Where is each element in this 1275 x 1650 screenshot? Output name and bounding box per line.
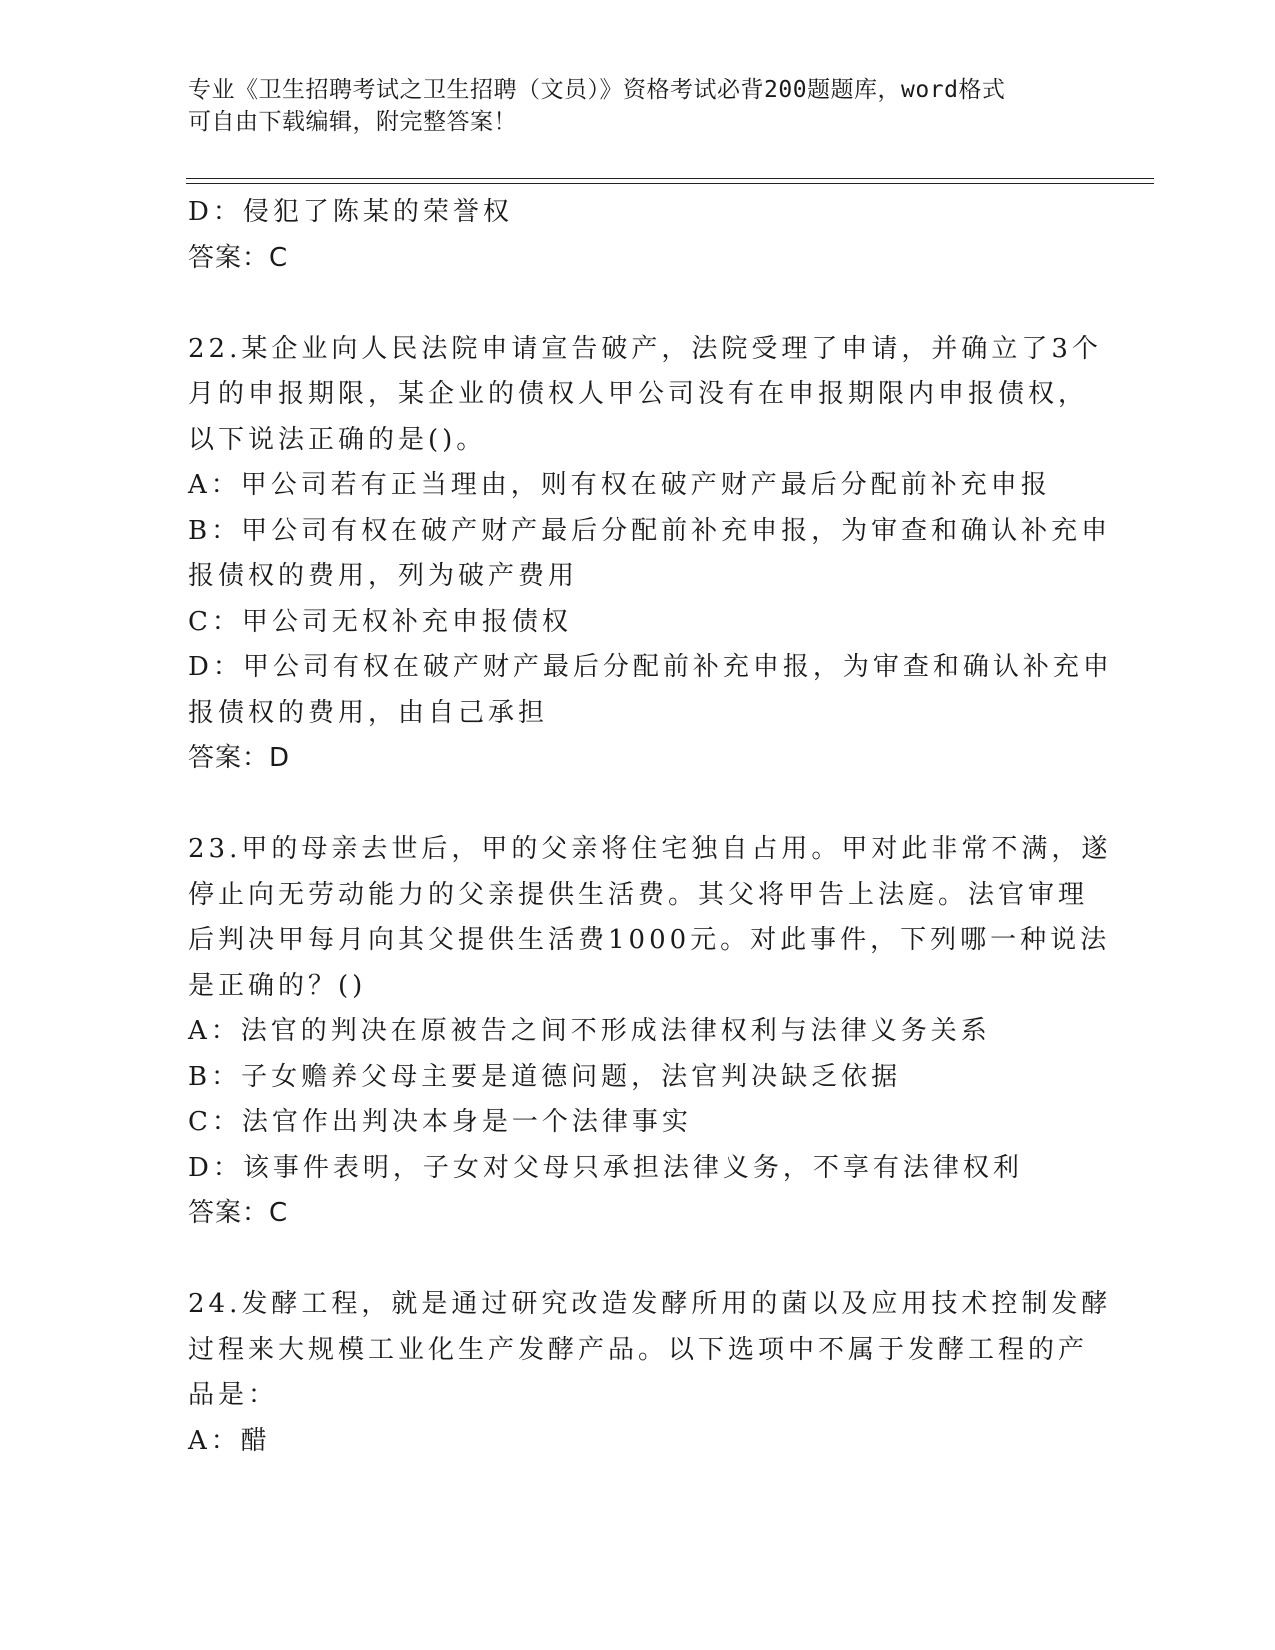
option-c: C：甲公司无权补充申报债权 — [188, 606, 572, 637]
question-stem-line: 24.发酵工程，就是通过研究改造发酵所用的菌以及应用技术控制发酵 — [188, 1289, 1112, 1319]
question-stem-line: 以下说法正确的是()。 — [188, 424, 487, 455]
option-d: D：侵犯了陈某的荣誉权 — [188, 197, 513, 227]
question-stem-line: 23.甲的母亲去世后，甲的父亲将住宅独自占用。甲对此非常不满，遂 — [188, 834, 1112, 864]
question-24 — [188, 1282, 1112, 1464]
question-stem-line: 22.某企业向人民法院申请宣告破产，法院受理了申请，并确立了3个 — [188, 333, 1102, 364]
header-title-line-1: 专业《卫生招聘考试之卫生招聘（文员）》资格考试必背200题题库，word格式 — [188, 77, 1006, 103]
question-stem-line: 过程来大规模工业化生产发酵产品。以下选项中不属于发酵工程的产 — [188, 1334, 1089, 1365]
header-title-line-2: 可自由下载编辑，附完整答案！ — [188, 109, 517, 135]
question-stem-line: 停止向无劳动能力的父亲提供生活费。其父将甲告上法庭。法官审理 — [188, 879, 1089, 910]
question-23 — [188, 827, 1112, 1237]
question-list — [188, 190, 1113, 1464]
question-22 — [188, 327, 1113, 782]
question-stem-line: 月的申报期限，某企业的债权人甲公司没有在申报期限内申报债权， — [188, 379, 1089, 409]
question-stem-line: 后判决甲每月向其父提供生活费1000元。对此事件，下列哪一种说法 — [188, 925, 1111, 955]
option-c: C：法官作出判决本身是一个法律事实 — [188, 1107, 692, 1137]
option-d-line: D：甲公司有权在破产财产最后分配前补充申报，为审查和确认补充申 — [188, 652, 1113, 682]
option-a: A：醋 — [188, 1425, 271, 1456]
header-divider-bottom — [186, 183, 1154, 184]
document-header — [188, 74, 1088, 138]
spacer — [188, 1237, 1068, 1283]
question-21-tail — [188, 190, 1068, 281]
option-a: A：法官的判决在原被告之间不形成法律权利与法律义务关系 — [188, 1016, 991, 1046]
option-d-line: 报债权的费用，由自己承担 — [188, 697, 549, 728]
option-b-line: B：甲公司有权在破产财产最后分配前补充申报，为审查和确认补充申 — [188, 515, 1112, 546]
option-b: B：子女赡养父母主要是道德问题，法官判决缺乏依据 — [188, 1061, 902, 1092]
spacer — [188, 281, 1068, 327]
option-a: A：甲公司若有正当理由，则有权在破产财产最后分配前补充申报 — [188, 470, 1051, 500]
header-divider-top — [186, 178, 1154, 179]
option-d: D：该事件表明，子女对父母只承担法律义务，不享有法律权利 — [188, 1152, 1023, 1183]
answer: 答案：D — [188, 743, 291, 773]
answer: 答案：C — [188, 1198, 289, 1228]
option-b-line: 报债权的费用，列为破产费用 — [188, 561, 579, 591]
answer: 答案：C — [188, 242, 289, 273]
spacer — [188, 782, 1068, 828]
question-stem-line: 是正确的？() — [188, 970, 367, 1001]
question-stem-line: 品是： — [188, 1380, 279, 1410]
